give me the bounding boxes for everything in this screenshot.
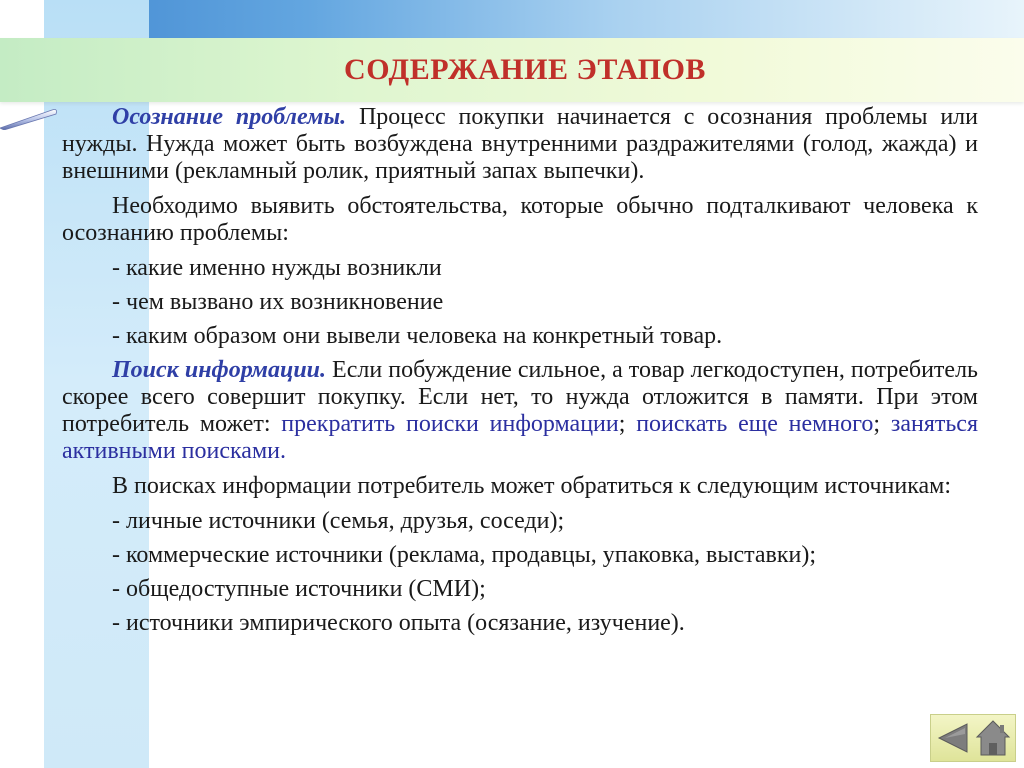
separator: ;: [618, 411, 637, 437]
option-stop-search: прекратить поиски информации: [281, 411, 619, 437]
paragraph-information-search: [62, 357, 978, 465]
list-item: - источники эмпирического опыта (осязание, изучение).: [112, 610, 685, 636]
paragraph-problem-recognition: [62, 104, 978, 185]
list-item: - личные источники (семья, друзья, соседи);: [112, 508, 565, 534]
option-search-more: поискать еще немного: [636, 411, 874, 437]
slide-title: СОДЕРЖАНИЕ ЭТАПОВ: [344, 53, 706, 86]
paragraph-sources: В поисках информации потребитель может обратиться к следующим источникам:: [112, 473, 952, 499]
paragraph-circumstances: Необходимо выявить обстоятельства, которые обычно подталкивают человека к осознанию проблемы:: [62, 193, 978, 246]
list-item: - общедоступные источники (СМИ);: [112, 576, 486, 602]
pen-icon: [0, 108, 60, 130]
list-item: - чем вызвано их возникновение: [112, 289, 444, 315]
information-search-text: Если побуждение сильное, а товар легкодоступен, потребитель скорее всего совершит покупку. Если нет, то нужда отложится в памяти. При этом потребитель может:: [62, 357, 978, 437]
term-information-search: Поиск информации.: [112, 357, 327, 383]
header-gradient-band: [0, 0, 1024, 40]
separator: ;: [873, 411, 891, 437]
slide-content: [62, 104, 978, 644]
term-problem-recognition: Осознание проблемы.: [112, 104, 347, 130]
problem-recognition-text: Процесс покупки начинается с осознания проблемы или нужды. Нужда может быть возбуждена внутренними раздражителями (голод, жажда) и внешними (рекламный ролик, приятный запах выпечки).: [62, 104, 978, 184]
list-item: - какие именно нужды возникли: [112, 255, 442, 281]
list-item: - коммерческие источники (реклама, продавцы, упаковка, выставки);: [112, 542, 817, 568]
list-item: - каким образом они вывели человека на конкретный товар.: [112, 323, 723, 349]
back-button[interactable]: [935, 721, 971, 755]
option-active-search: заняться активными поисками.: [62, 411, 978, 464]
triangle-left-icon: [939, 724, 967, 752]
home-button[interactable]: [975, 719, 1011, 757]
navigation-panel: [930, 714, 1016, 762]
house-icon: [977, 721, 1009, 755]
